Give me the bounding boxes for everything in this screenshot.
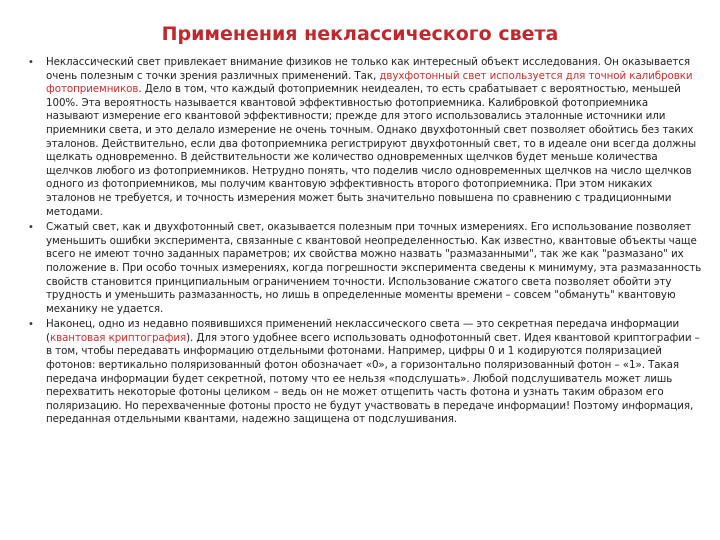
bullet-text-part: . Дело в том, что каждый фотоприемник неидеален, то есть срабатывает с вероятностью, меньшей 100%. Эта вероятность называется квантовой эффективностью фотоприемника. Калибровкой фотоприемника называют измерение его квантовой эффективности; прежде для этого использовались эталонные источники или приемники света, и это делало измерение не очень точным. Однако двухфотонный свет позволяет обойтись без таких эталонов. Действительно, если два фотоприемника регистрируют двухфотонный свет, то в идеале они всегда должны щелкать одновременно. В действительности же количество одновременных щелчков будет меньше количества щелчков любого из фотоприемников. Нетрудно понять, что поделив число одновременных щелчков на число щелчков одного из фотоприемников, мы получим квантовую эффективность второго фотоприемника. При этом никаких эталонов не требуется, и точность измерения может быть значительно повышена по сравнению с традиционными методами. (46, 83, 697, 218)
bullet-dot-icon: • (28, 319, 34, 331)
bullet-dot-icon: • (28, 57, 34, 68)
bullet-dot-icon: • (28, 222, 34, 234)
bullet-text-part: Неклассический свет привлекает внимание физиков не только как интересный объект исследования. Он оказывается очень полезным с точки зрения различных применений. Так, (46, 56, 691, 82)
bullet-highlight: квантовая криптография (49, 331, 187, 344)
bullet-text-part: Сжатый свет, как и двухфотонный свет, оказывается полезным при точных измерениях. Его использование позволяет уменьшить ошибки эксперимента, связанные с квантовой неопределенностью. Как известно, квантовые объекты чаще всего не имеют точно заданных параметров; их свойства можно назвать "размазанными", так же как "размазано" их положение в. При особо точных измерениях, когда погрешности эксперимента сведены к минимуму, эта размазанность свойств становится принципиальным ограничением точности. Использование сжатого света позволяет обойти эту трудность и уменьшить размазанность, но лишь в определенные моменты времени – совсем "обмануть" квантовую механику не удается. (46, 221, 702, 315)
bullet-item-calibration (28, 56, 702, 219)
bullet-text-part: ). Для этого удобнее всего использовать однофотонный свет. Идея квантовой криптографии – в том, чтобы передавать информацию отдельными фотонами. Например, цифры 0 и 1 кодируются поляризацией фотонов: вертикально поляризованный фотон обозначает «0», а горизонтально поляризованный фотон – «1». Такая передача информации будет секретной, потому что ее нельзя «подслушать». Любой подслушиватель может лишь перехватить некоторые фотоны целиком – ведь он не может отщепить часть фотона и узнать таким образом его поляризацию. Но перехваченные фотоны просто не будут участвовать в передаче информации! Поэтому информация, переданная отдельными квантами, надежно защищена от подслушивания. (46, 331, 700, 426)
bullet-text-part: Наконец, одно из недавно появившихся применений неклассического света — это секретная передача информации ( (46, 318, 680, 344)
bullet-highlight: двухфотонный свет используется для точной калибровки фотоприемников (46, 69, 693, 96)
slide-title: Применения неклассического света (161, 23, 559, 45)
bullet-item-squeezed-light (28, 221, 702, 316)
bullet-list (28, 56, 702, 429)
bullet-item-cryptography (28, 318, 702, 427)
